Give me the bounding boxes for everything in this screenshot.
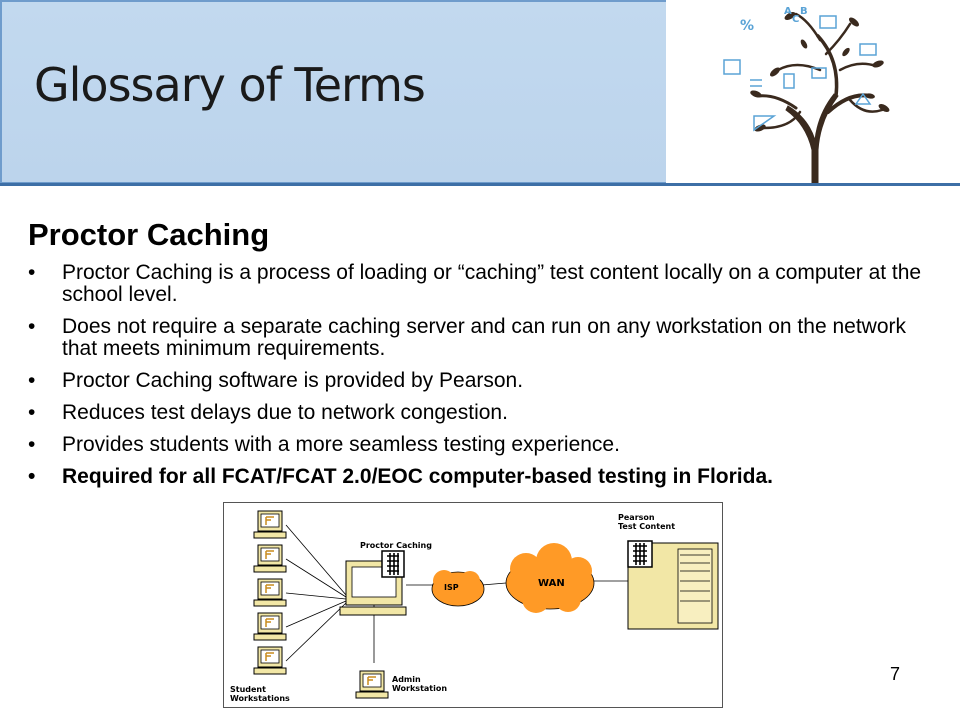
bullet-text: Reduces test delays due to network congestion. [62,401,508,425]
slide-title: Glossary of Terms [34,58,425,112]
svg-text:C: C [792,14,800,25]
bullet-item [28,262,928,306]
bullet-dot: • [28,401,36,425]
section-heading: Proctor Caching [28,217,270,252]
admin-workstation [356,671,388,698]
bullet-text: Proctor Caching is a process of loading or “caching” test content locally on a computer at the school level. [62,261,922,307]
admin-workstation-label: Admin Workstation [392,675,448,693]
bullet-text: Does not require a separate caching server and can run on any workstation on the network that meets minimum requirements. [62,315,906,361]
bullet-dot: • [28,369,36,393]
svg-text:%: % [740,18,755,34]
bullet-list [28,262,928,488]
network-diagram-graphic [224,503,722,707]
proctor-caching-computer [340,551,406,615]
content-area [28,218,928,498]
tree-icon [700,0,900,183]
network-diagram [223,502,723,708]
pearson-server [628,541,718,629]
bullet-item [28,316,928,360]
bullet-text: Provides students with a more seamless testing experience. [62,433,620,457]
bullet-item [28,434,928,456]
bullet-dot: • [28,261,36,285]
bullet-dot: • [28,433,36,457]
page-number: 7 [890,664,901,684]
bullet-item [28,402,928,424]
bullet-text: Required for all FCAT/FCAT 2.0/EOC computer-based testing in Florida. [62,465,773,489]
header-underline [0,183,960,186]
svg-text:A: A [784,6,792,17]
isp-label: ISP [444,583,459,592]
wan-label: WAN [538,578,565,589]
bullet-item [28,370,928,392]
bullet-dot: • [28,465,36,489]
bullet-dot: • [28,315,36,339]
student-workstations-label: Student Workstations [230,685,290,703]
slide-header [0,0,960,186]
svg-text:B: B [800,6,808,17]
proctor-caching-label: Proctor Caching [360,541,432,550]
pearson-label: Pearson Test Content [618,513,676,531]
bullet-item [28,466,928,488]
bullet-text: Proctor Caching software is provided by Pearson. [62,369,524,393]
student-workstations [254,511,286,674]
